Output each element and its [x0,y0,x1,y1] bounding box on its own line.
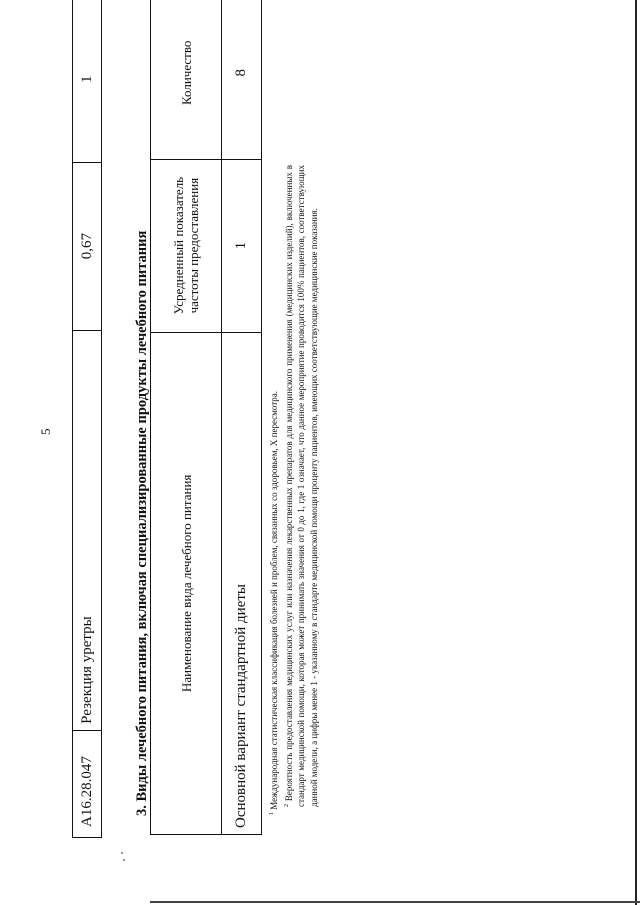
table-row [73,0,102,838]
service-quantity: 1 [73,0,102,162]
nutrition-table [150,0,262,835]
footnotes [266,165,320,815]
footnote-text: Международная статистическая классификация болезней и проблем, связанных со здоровьем, X пересмотра. [269,390,279,810]
service-code: A16.28.047 [73,730,102,837]
header-quantity: Количество [151,0,222,159]
table-header-row [151,0,222,835]
footnote-2 [281,165,321,815]
footnote-mark: 2 [283,804,290,807]
diet-frequency: 1 [222,159,262,332]
diet-name: Основной вариант стандартной диеты [222,332,262,834]
footnote-text: Вероятность предоставления медицинских услуг или назначения лекарственных препаратов для медицинского применения (медицинских изделий), включенных в стандарт медицинской помощи, которая может принимать значения от 0 до 1, где 1 означает, что данное мероприятие проводится 100% пациентов, соответствующих данной модели, а цифры менее 1 - указанному в стандарте медицинской помощи проценту пациентов, имеющих соответствующие медицинские показания. [283,164,319,807]
footnote-mark: 1 [269,812,275,815]
page-number: 5 [38,428,53,435]
header-name: Наименование вида лечебного питания [151,332,222,834]
service-frequency: 0,67 [73,162,102,330]
header-frequency: Усредненный показатель частоты предоставления [151,159,222,332]
diet-quantity: 8 [222,0,262,159]
table-row [222,0,262,835]
footnote-1 [266,165,281,815]
section-heading: 3. Виды лечебного питания, включая специализированные продукты лечебного питания [134,230,150,816]
service-name: Резекция уретры [73,330,102,730]
services-table [72,0,102,838]
